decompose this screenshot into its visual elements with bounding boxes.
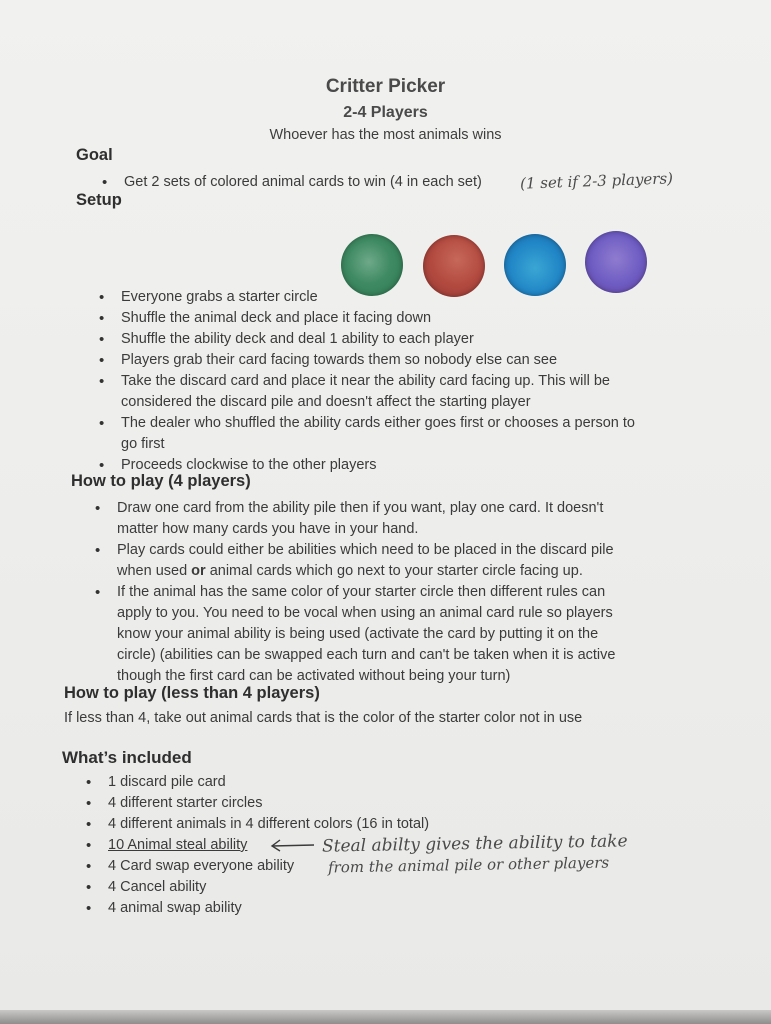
list-item: • 4 Card swap everyone ability: [108, 856, 468, 877]
list-item: • Proceeds clockwise to the other players: [121, 455, 701, 476]
goal-heading: Goal: [76, 146, 113, 164]
list-item: • If the animal has the same color of your starter circle then different rules can apply to you. You need to be vocal when using an animal card rule so players know your animal ability is being used (activate the card by putting it on the circle) (abilities can be swapped each turn and can't be taken when it is active though the first card can be activated without being your turn): [117, 582, 717, 687]
list-item: • Shuffle the animal deck and place it facing down: [121, 308, 701, 329]
handwritten-steal-note-line1: Steal abilty gives the ability to take: [321, 831, 628, 857]
how-to-play-4-heading: How to play (4 players): [71, 472, 251, 490]
list-item: • 10 Animal steal ability: [108, 835, 468, 856]
purple-starter-circle: [585, 231, 647, 293]
list-item: • Draw one card from the ability pile then if you want, play one card. It doesn't matter how many cards you have in your hand.: [117, 498, 717, 540]
list-item: • Play cards could either be abilities which need to be placed in the discard pile when used or animal cards which go next to your starter circle facing up.: [117, 540, 717, 582]
list-item: • 4 different starter circles: [108, 793, 468, 814]
table-surface: [0, 1010, 771, 1024]
player-count: 2-4 Players: [343, 104, 428, 121]
document-title: Critter Picker: [325, 76, 446, 97]
list-item: • 1 discard pile card: [108, 772, 468, 793]
list-item: • Players grab their card facing towards them so nobody else can see: [121, 350, 701, 371]
list-item: • Everyone grabs a starter circle: [121, 287, 701, 308]
how-to-play-less-heading: How to play (less than 4 players): [64, 684, 320, 702]
included-heading: What’s included: [62, 748, 192, 767]
list-item: • 4 different animals in 4 different colors (16 in total): [108, 814, 468, 835]
list-item: • 4 Cancel ability: [108, 877, 468, 898]
handwritten-goal-note: (1 set if 2-3 players): [519, 169, 674, 193]
how-to-play-4-list: [117, 498, 717, 687]
setup-list: [121, 287, 701, 476]
list-item: • The dealer who shuffled the ability cards either goes first or chooses a person to go first: [121, 413, 701, 455]
win-condition: Whoever has the most animals wins: [269, 127, 502, 143]
how-to-play-less-text: If less than 4, take out animal cards that is the color of the starter color not in use: [64, 710, 583, 726]
list-item: • Shuffle the ability deck and deal 1 ability to each player: [121, 329, 701, 350]
list-item: • Get 2 sets of colored animal cards to win (4 in each set): [124, 172, 644, 193]
handwritten-arrow-icon: [268, 836, 318, 856]
setup-heading: Setup: [76, 191, 122, 209]
list-item: • Take the discard card and place it near the ability card facing up. This will be considered the discard pile and doesn't affect the starting player: [121, 371, 701, 413]
handwritten-steal-note-line2: from the animal pile or other players: [327, 853, 610, 877]
list-item: • 4 animal swap ability: [108, 898, 468, 919]
